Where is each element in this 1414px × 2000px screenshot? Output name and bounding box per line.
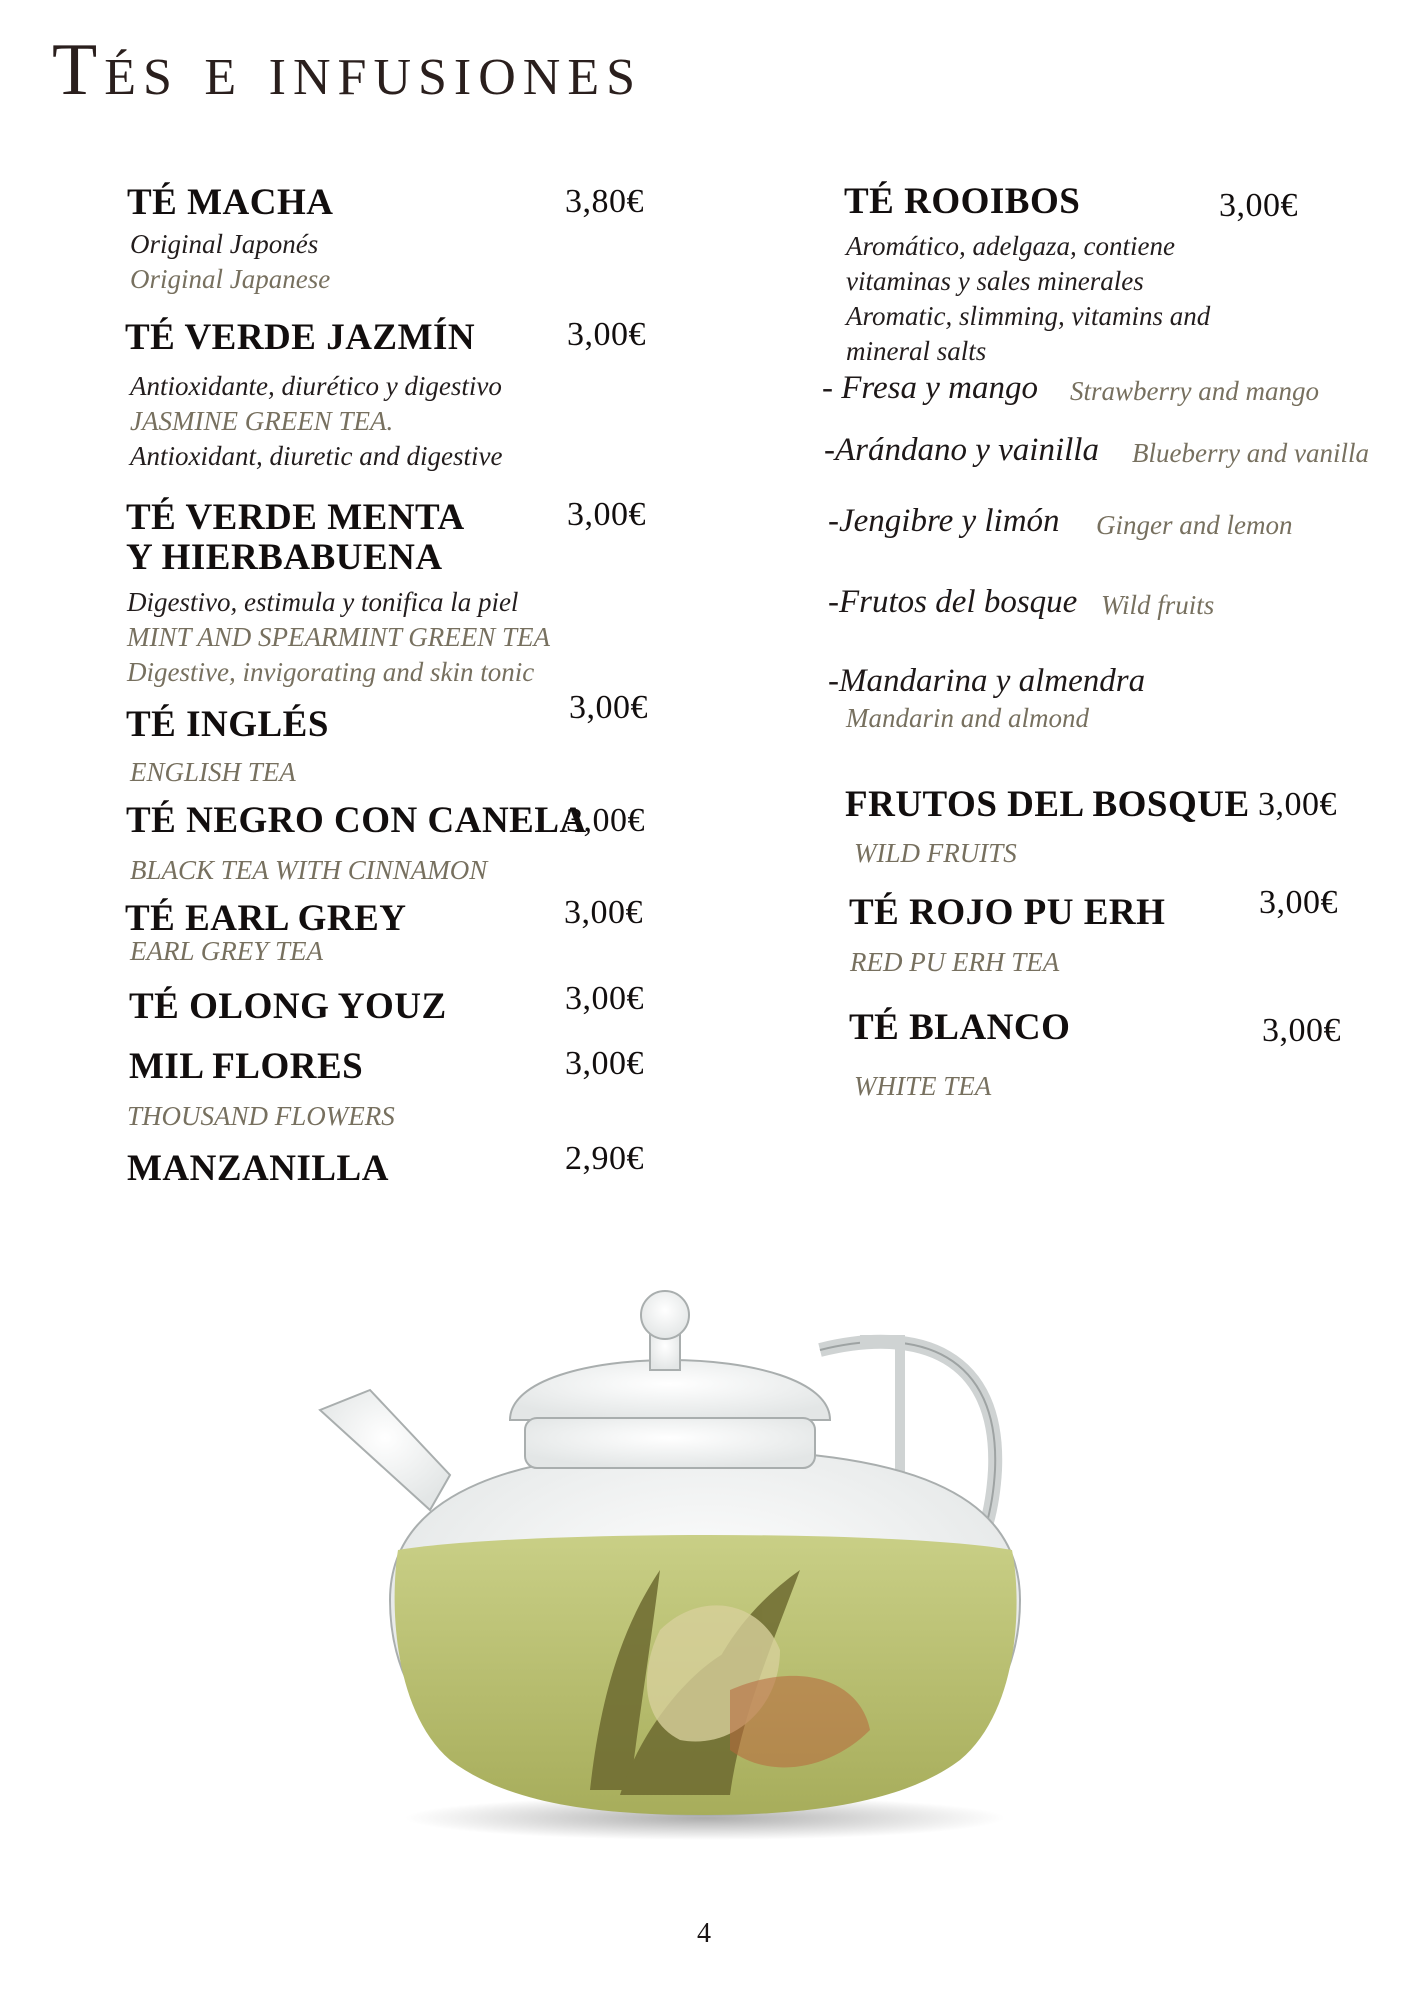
item-price-te-verde-menta: 3,00€ bbox=[567, 496, 646, 533]
flavor-es: -Mandarina y almendra bbox=[828, 663, 1146, 699]
item-desc-es: Digestivo, estimula y tonifica la piel bbox=[127, 587, 519, 617]
item-price-mil-flores: 3,00€ bbox=[565, 1045, 644, 1082]
item-name-te-verde-menta-line2: Y HIERBABUENA bbox=[126, 537, 443, 578]
item-desc-en: EARL GREY TEA bbox=[130, 936, 324, 966]
item-desc-en: THOUSAND FLOWERS bbox=[127, 1101, 395, 1131]
item-desc-en: Digestive, invigorating and skin tonic bbox=[127, 657, 535, 687]
flavor-es: -Jengibre y limón bbox=[828, 503, 1060, 539]
item-name-mil-flores: MIL FLORES bbox=[129, 1046, 364, 1087]
item-desc-es: vitaminas y sales minerales bbox=[846, 266, 1144, 296]
flavor-es: -Arándano y vainilla bbox=[824, 432, 1099, 468]
item-desc-es: Original Japonés bbox=[130, 229, 319, 259]
item-price-frutos-del-bosque: 3,00€ bbox=[1258, 786, 1337, 823]
item-price-te-olong-youz: 3,00€ bbox=[565, 980, 644, 1017]
item-desc-es: Antioxidante, diurético y digestivo bbox=[130, 371, 502, 401]
item-desc-en: Aromatic, slimming, vitamins and bbox=[846, 301, 1211, 331]
item-name-frutos-del-bosque: FRUTOS DEL BOSQUE bbox=[845, 784, 1250, 825]
item-name-te-verde-menta: TÉ VERDE MENTA bbox=[126, 497, 465, 538]
item-price-te-verde-jazmin: 3,00€ bbox=[567, 316, 646, 353]
item-price-te-ingles: 3,00€ bbox=[569, 689, 648, 726]
item-desc-es: Aromático, adelgaza, contiene bbox=[846, 231, 1175, 261]
item-name-te-rooibos: TÉ ROOIBOS bbox=[844, 181, 1081, 222]
item-desc-en: mineral salts bbox=[846, 336, 987, 366]
item-desc-en: JASMINE GREEN TEA. bbox=[130, 406, 394, 436]
item-desc-en: WILD FRUITS bbox=[854, 838, 1017, 868]
item-name-te-olong-youz: TÉ OLONG YOUZ bbox=[129, 986, 447, 1027]
page-title: Tés e infusiones bbox=[52, 29, 643, 111]
item-desc-en: ENGLISH TEA bbox=[130, 757, 296, 787]
item-desc-en: BLACK TEA WITH CINNAMON bbox=[130, 855, 488, 885]
item-name-te-rojo-pu-erh: TÉ ROJO PU ERH bbox=[849, 892, 1166, 933]
item-desc-en: WHITE TEA bbox=[854, 1071, 992, 1101]
item-price-te-rojo-pu-erh: 3,00€ bbox=[1259, 884, 1338, 921]
flavor-es: -Frutos del bosque bbox=[828, 584, 1078, 620]
item-name-manzanilla: MANZANILLA bbox=[127, 1148, 389, 1189]
item-name-te-negro-con-canela: TÉ NEGRO CON CANELA bbox=[126, 800, 587, 841]
flavor-es: - Fresa y mango bbox=[822, 370, 1038, 406]
item-price-te-blanco: 3,00€ bbox=[1262, 1012, 1341, 1049]
flavor-en: Strawberry and mango bbox=[1070, 376, 1319, 406]
item-price-te-macha: 3,80€ bbox=[565, 183, 644, 220]
glass-teapot-image bbox=[260, 1270, 1180, 1870]
page-number: 4 bbox=[697, 1918, 711, 1949]
item-desc-en: MINT AND SPEARMINT GREEN TEA bbox=[127, 622, 551, 652]
item-name-te-ingles: TÉ INGLÉS bbox=[126, 704, 329, 745]
item-price-te-negro-con-canela: 3,00€ bbox=[566, 802, 645, 839]
item-name-te-blanco: TÉ BLANCO bbox=[849, 1007, 1071, 1048]
item-desc-en: RED PU ERH TEA bbox=[850, 947, 1060, 977]
item-name-te-macha: TÉ MACHA bbox=[127, 182, 334, 223]
item-name-te-earl-grey: TÉ EARL GREY bbox=[125, 898, 407, 939]
item-price-te-earl-grey: 3,00€ bbox=[564, 894, 643, 931]
item-price-manzanilla: 2,90€ bbox=[565, 1140, 644, 1177]
flavor-en: Blueberry and vanilla bbox=[1132, 438, 1369, 468]
flavor-en: Wild fruits bbox=[1101, 590, 1215, 620]
item-desc-es: Antioxidant, diuretic and digestive bbox=[130, 441, 503, 471]
item-price-te-rooibos: 3,00€ bbox=[1219, 187, 1298, 224]
flavor-en: Ginger and lemon bbox=[1096, 510, 1293, 540]
flavor-en: Mandarin and almond bbox=[846, 703, 1089, 733]
item-name-te-verde-jazmin: TÉ VERDE JAZMÍN bbox=[125, 317, 476, 358]
item-desc-en: Original Japanese bbox=[130, 264, 331, 294]
